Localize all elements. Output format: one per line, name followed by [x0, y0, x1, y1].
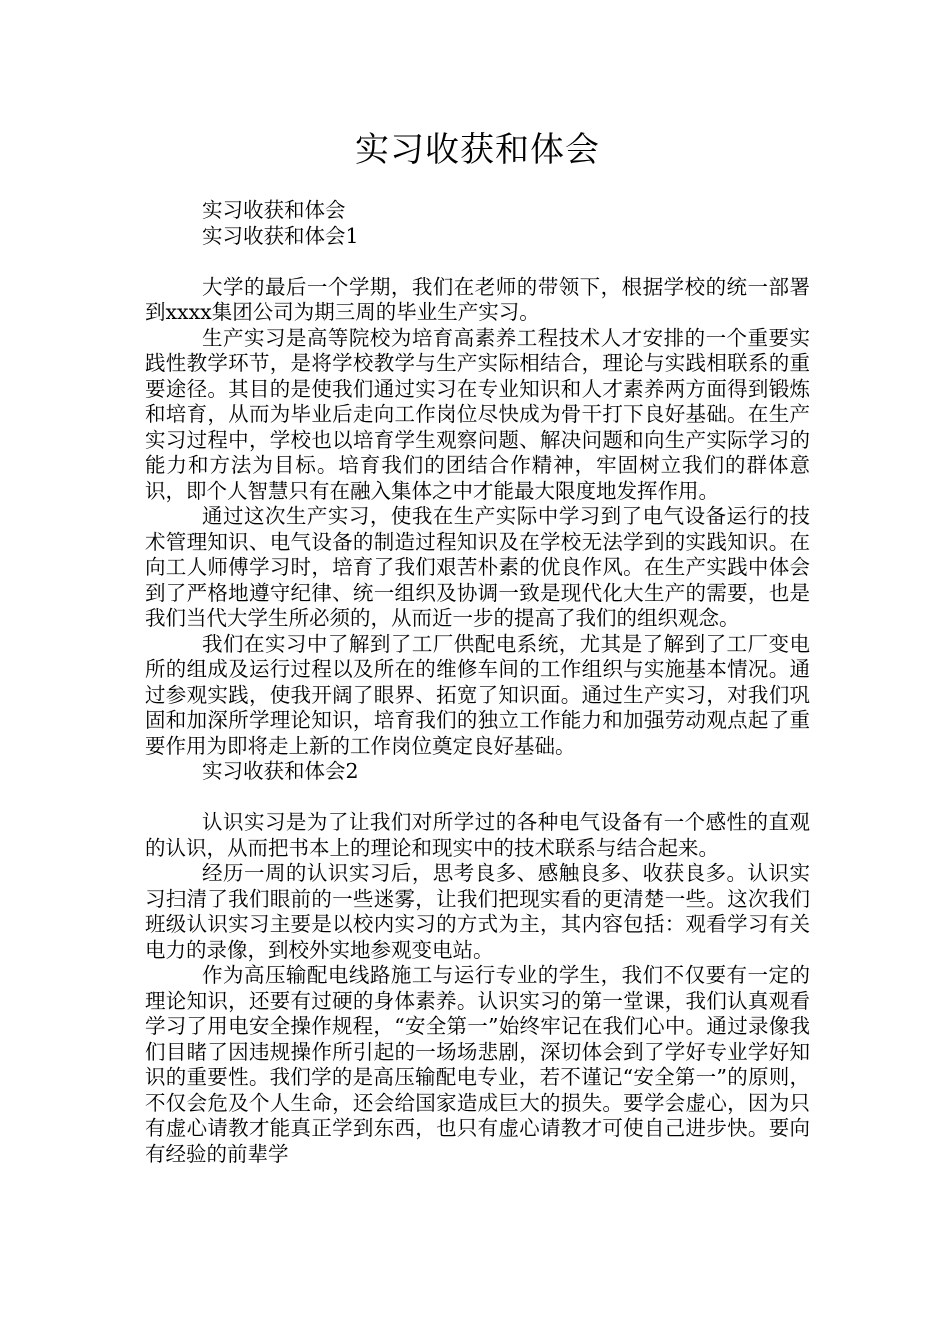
section-2-heading: 实习收获和体会2: [202, 759, 359, 783]
paragraph: 通过这次生产实习，使我在生产实际中学习到了电气设备运行的技术管理知识、电气设备的制造过程知识及在学校无法学到的实践知识。在向工人师傅学习时，培育了我们艰苦朴素的优良作风。在生产实践中体会到了严格地遵守纪律、统一组织及协调一致是现代化大生产的需要，也是我们当代大学生所必须的，从而近一步的提高了我们的组织观念。: [145, 504, 810, 630]
paragraph: 认识实习是为了让我们对所学过的各种电气设备有一个感性的直观的认识，从而把书本上的理论和现实中的技术联系与结合起来。: [145, 810, 810, 860]
document-subtitle: 实习收获和体会: [202, 198, 346, 222]
document-title: 实习收获和体会: [355, 130, 600, 170]
document-body: [145, 198, 810, 1167]
paragraph: 生产实习是高等院校为培育高素养工程技术人才安排的一个重要实践性教学环节，是将学校教学与生产实际相结合，理论与实践相联系的重要途径。其目的是使我们通过实习在专业知识和人才素养两方面得到锻炼和培育，从而为毕业后走向工作岗位尽快成为骨干打下良好基础。在生产实习过程中，学校也以培育学生观察问题、解决问题和向生产实际学习的能力和方法为目标。培育我们的团结合作精神，牢固树立我们的群体意识，即个人智慧只有在融入集体之中才能最大限度地发挥作用。: [145, 325, 810, 503]
paragraph: 经历一周的认识实习后，思考良多、感触良多、收获良多。认识实习扫清了我们眼前的一些迷雾，让我们把现实看的更清楚一些。这次我们班级认识实习主要是以校内实习的方式为主，其内容包括：观看学习有关电力的录像，到校外实地参观变电站。: [145, 861, 810, 962]
blank-line: [145, 249, 810, 275]
section-1-heading: 实习收获和体会1: [202, 223, 359, 248]
paragraph: 作为高压输配电线路施工与运行专业的学生，我们不仅要有一定的理论知识，还要有过硬的身体素养。认识实习的第一堂课，我们认真观看学习了用电安全操作规程，“安全第一”始终牢记在我们心中。通过录像我们目睹了因违规操作所引起的一场场悲剧，深切体会到了学好专业学好知识的重要性。我们学的是高压输配电专业，若不谨记“安全第一”的原则，不仅会危及个人生命，还会给国家造成巨大的损失。要学会虚心，因为只有虚心请教才能真正学到东西，也只有虚心请教才可使自己进步快。要向有经验的前辈学: [145, 963, 810, 1166]
paragraph: 我们在实习中了解到了工厂供配电系统，尤其是了解到了工厂变电所的组成及运行过程以及所在的维修车间的工作组织与实施基本情况。通过参观实践，使我开阔了眼界、拓宽了知识面。通过生产实习，对我们巩固和加深所学理论知识，培育我们的独立工作能力和加强劳动观点起了重要作用为即将走上新的工作岗位奠定良好基础。: [145, 631, 810, 758]
blank-line: [145, 785, 810, 811]
paragraph: 大学的最后一个学期，我们在老师的带领下，根据学校的统一部署到xxxx集团公司为期三周的毕业生产实习。: [145, 274, 810, 324]
